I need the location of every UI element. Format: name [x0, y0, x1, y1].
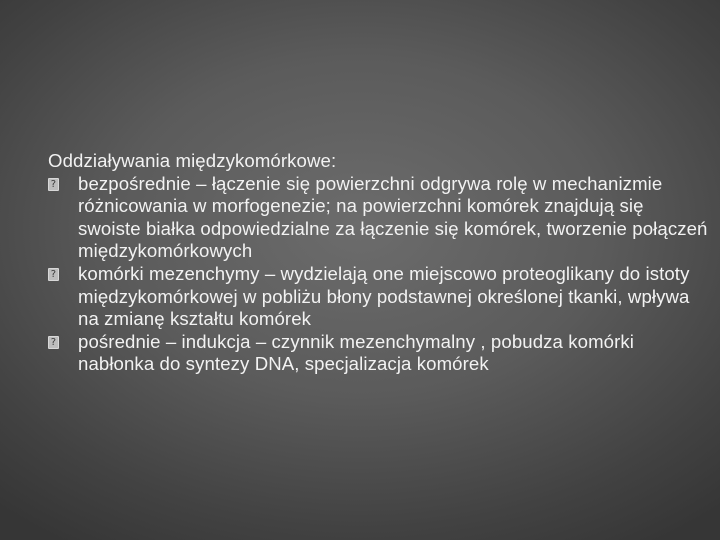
bullet-text: bezpośrednie – łączenie się powierzchni odgrywa rolę w mechanizmie różnicowania w morfogenezie; na powierzchni komórek znajdują się swoiste białka odpowiedzialne za łączenie się komórek, tworzenie połączeń międzykomórkowych	[78, 172, 708, 262]
missing-glyph-icon: ?	[48, 336, 59, 349]
bullet-text: komórki mezenchymy – wydzielają one miejscowo proteoglikany do istoty międzykomórkowej w pobliżu błony podstawnej określonej tkanki, wpływa na zmianę kształtu komórek	[78, 262, 690, 330]
slide-content	[48, 150, 708, 376]
slide-heading: Oddziaływania międzykomórkowe:	[48, 150, 337, 171]
bullet-item	[48, 173, 708, 263]
missing-glyph-icon: ?	[48, 178, 59, 191]
missing-glyph-icon: ?	[48, 268, 59, 281]
bullet-item	[48, 331, 708, 376]
bullet-text: pośrednie – indukcja – czynnik mezenchymalny , pobudza komórki nabłonka do syntezy DNA, specjalizacja komórek	[78, 330, 635, 375]
bullet-item	[48, 263, 708, 331]
bullet-list	[48, 173, 708, 376]
